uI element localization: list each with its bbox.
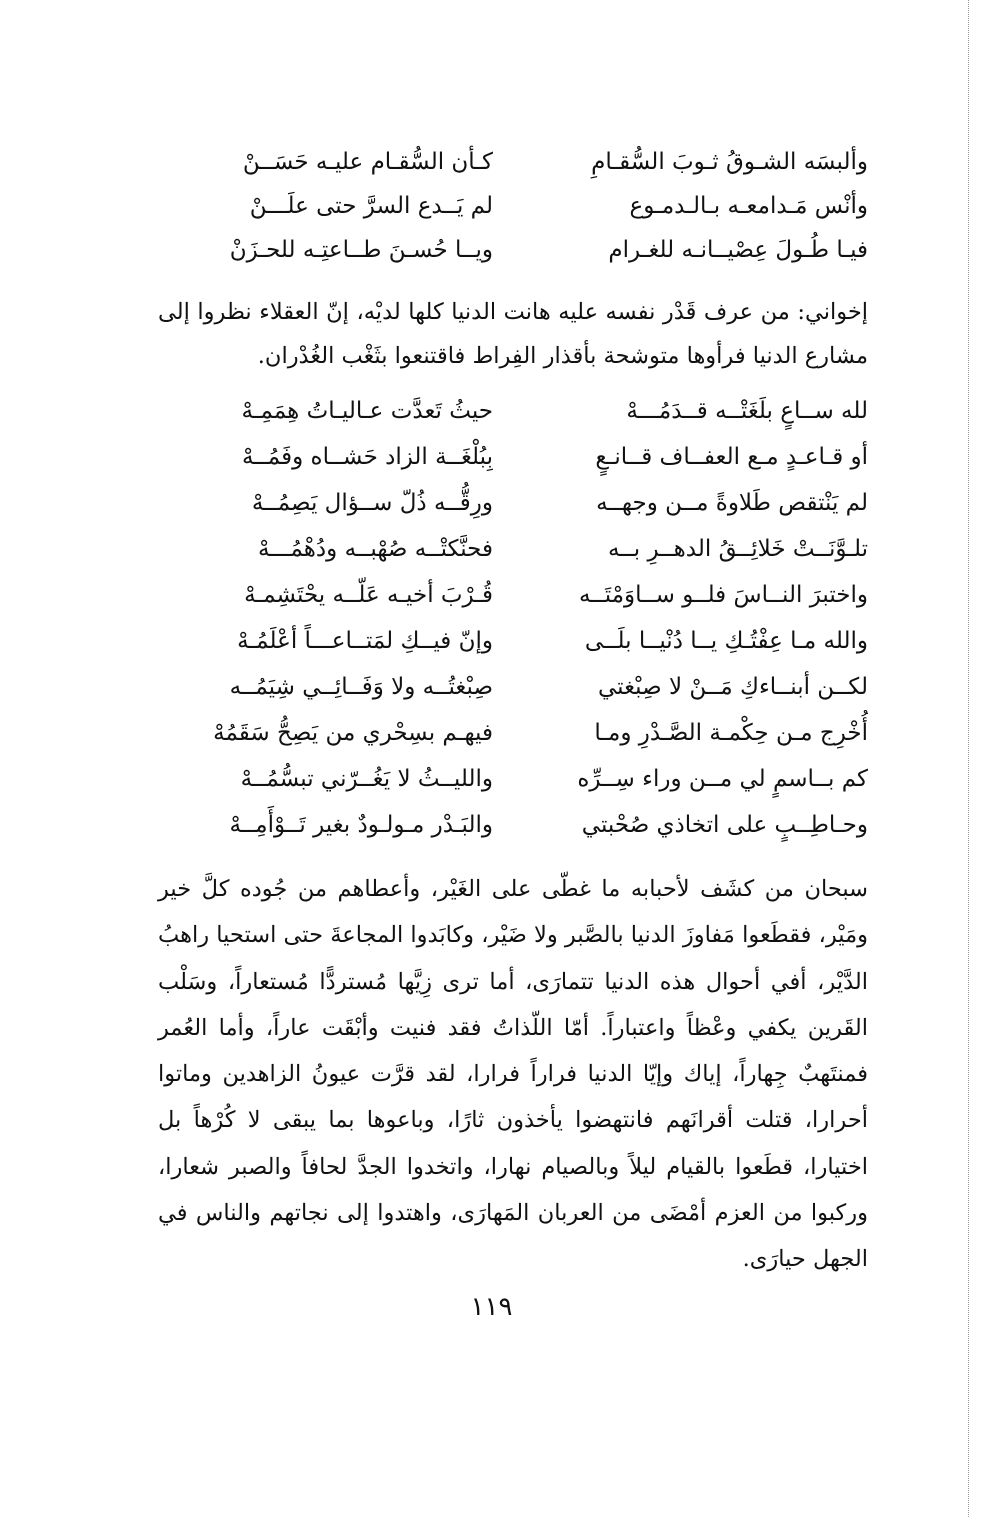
first-hemistich: واختبرَ النــاسَ فلــو ســاوَمْتَــه: [578, 582, 868, 608]
verse-row: [158, 228, 868, 272]
first-hemistich: فيـا طُـولَ عِصْيــانـه للغـرام: [608, 237, 868, 263]
verse-row: [158, 618, 868, 664]
second-hemistich: ورِقُّــه ذُلّ ســؤال يَصِمُــهْ: [251, 490, 493, 516]
first-hemistich: كم بــاسمٍ لي مــن وراء سِــرِّه: [577, 766, 868, 792]
verse-row: [158, 572, 868, 618]
second-hemistich: وإنّ فيــكِ لمَتــاعـــاً أعْلَمُـهْ: [237, 628, 493, 654]
first-hemistich: وأنْس مَـدامعـه بـالـدمـوع: [629, 193, 868, 219]
second-hemistich: ويــا حُسـنَ طــاعتِـه للحـزَنْ: [229, 237, 493, 263]
second-hemistich: قُـرْبَ أخيـه عَلّــه يحْتَشِمـهْ: [244, 582, 493, 608]
second-hemistich: فيهـم بسِحْري من يَصِحُّ سَقَمُهْ: [213, 720, 493, 746]
second-hemistich: لم يَــدع السرَّ حتى علَـــنْ: [249, 193, 493, 219]
first-hemistich: لكــن أبنــاءكِ مَــنْ لا صِبْغتي: [597, 674, 868, 700]
second-hemistich: فحنَّكتْــه صُهْبــه ودُهْمُـــهْ: [257, 536, 493, 562]
verse-row: [158, 140, 868, 184]
first-hemistich: وألبسَه الشـوقُ ثـوبَ السُّقـامِ: [591, 149, 868, 175]
poem-block-2: [158, 388, 868, 848]
page-number: ١١٩: [470, 1292, 513, 1322]
verse-row: [158, 710, 868, 756]
second-hemistich: حيثُ تَعدَّت عـاليـاتُ هِمَمِـهْ: [241, 398, 493, 424]
verse-row: [158, 526, 868, 572]
second-hemistich: صِبْغتُــه ولا وَفَــائِــي شِيَمُــه: [229, 674, 493, 700]
first-hemistich: والله مـا عِفْتُـكِ يــا دُنْيــا بلَــى: [584, 628, 868, 654]
verse-row: [158, 802, 868, 848]
first-hemistich: وحـاطِــبٍ على اتخاذي صُحْبتي: [581, 812, 868, 838]
first-hemistich: لله ســاعٍ بلَغَتْــه قــدَمُـــهْ: [626, 398, 868, 424]
second-hemistich: والبَـدْر مـولـودٌ بغير تَــوْأَمِــهْ: [229, 812, 493, 838]
verse-row: [158, 480, 868, 526]
page-edge-dotted-line: [968, 0, 969, 1517]
verse-row: [158, 184, 868, 228]
second-hemistich: كـأن السُّقـام عليـه حَسَــنْ: [242, 149, 493, 175]
paragraph-1: إخواني: من عرف قَدْر نفسه عليه هانت الدنيا كلها لديْه، إنّ العقلاء نظروا إلى مشارع الدنيا فرأوها متوشحة بأقذار الفِراط فاقتنعوا بثَغْب الغُدْران.: [158, 299, 868, 369]
first-hemistich: أُخْرِج مـن حِكْمـة الصَّـدْرِ ومـا: [594, 720, 868, 746]
poem-block-1: [158, 140, 868, 272]
paragraph-2: سبحان من كشَف لأحبابه ما غطّى على الغَيْر، وأعطاهم من جُوده كلَّ خير ومَيْر، فقطَعوا مَفاوزَ الدنيا بالصَّبر ولا ضَيْر، وكابَدوا المجاعةَ حتى استحيا راهبُ الدَّيْر، أفي أحوال هذه الدنيا تتمارَى، أما ترى زِيَّها مُستردًّا مُستعاراً، وسَلْب القَرين يكفي وعْظاً واعتباراً. أمّا اللّذاتُ فقد فنيت وأبْقَت عاراً، وأما العُمر فمنتَهبٌ جِهاراً، إياك وإيّا الدنيا فراراً فرارا، لقد قرَّت عيونُ الزاهدين وماتوا أحرارا، قتلت أقرانَهم فانتهضوا يأخذون ثارًا، وباعوها بما يبقى لا كُرْهاً بل اختيارا، قطَعوا بالقيام ليلاً وبالصيام نهارا، واتخدوا الجدَّ لحافاً والصبر شعارا، وركبوا من العزم أمْضَى من العربان المَهارَى، واهتدوا إلى نجاتهم والناس في الجهل حيارَى.: [158, 876, 868, 1273]
verse-row: [158, 434, 868, 480]
verse-row: [158, 664, 868, 710]
verse-row: [158, 756, 868, 802]
first-hemistich: لم يَنْتقص طَلاوةً مــن وجهــه: [596, 490, 868, 516]
second-hemistich: بِبُلْغَــة الزاد حَشــاه وفَمُــهْ: [242, 444, 493, 470]
first-hemistich: تلـوَّنَــتْ خَلائِــقُ الدهــرِ بــه: [607, 536, 868, 562]
first-hemistich: أو قـاعـدٍ مـع العفــاف قــانـعٍ: [595, 444, 868, 470]
second-hemistich: والليــثُ لا يَغُــرّني تبسُّمُــهْ: [240, 766, 493, 792]
verse-row: [158, 388, 868, 434]
